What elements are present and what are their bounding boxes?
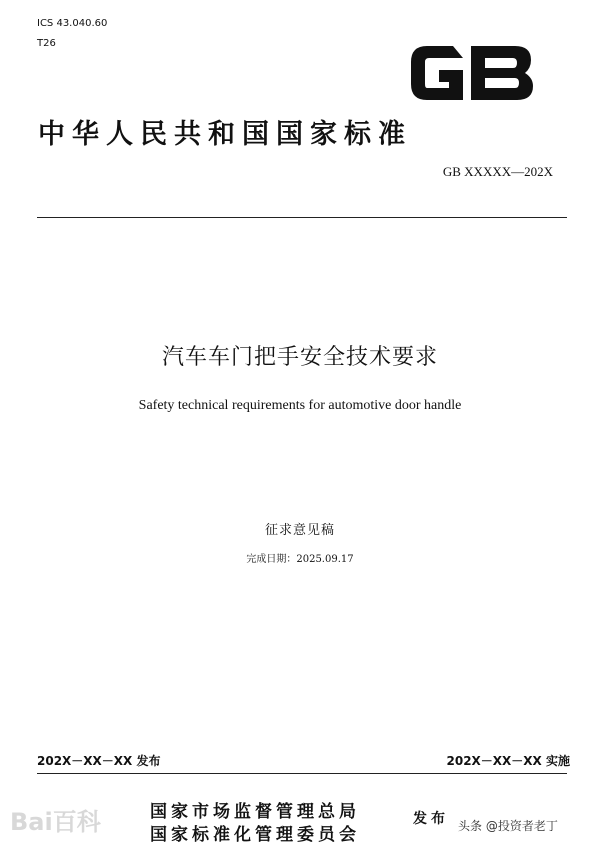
title-english: Safety technical requirements for automotive door handle [138, 398, 462, 413]
title-chinese: 汽车车门把手安全技术要求 [161, 345, 438, 370]
gb-logo-text: GB [471, 78, 473, 79]
baike-watermark-logo [6, 800, 146, 840]
issuer-sac: 国家标准化管理委员会 [150, 825, 360, 845]
publish-date: 202X－XX－XX 发布 [37, 754, 161, 768]
baike-watermark-text: Bai百科 [10, 808, 101, 836]
toutiao-watermark: 头条 @投资者老丁 [458, 819, 558, 833]
draft-status: 征求意见稿 [264, 523, 335, 538]
ics-code: ICS 43.040.60 [37, 18, 108, 29]
issue-action: 发布 [413, 811, 449, 827]
bottom-divider [37, 773, 567, 774]
ccs-code: T26 [37, 38, 56, 49]
implement-date: 202X－XX－XX 实施 [446, 754, 570, 768]
top-divider [37, 217, 567, 218]
issuer-samr: 国家市场监督管理总局 [150, 802, 360, 822]
completion-date: 完成日期：2025.09.17 [246, 554, 354, 565]
national-standard-heading: 中华人民共和国国家标准 [38, 119, 412, 150]
standard-number: GB XXXXX—202X [442, 164, 553, 179]
gb-logo [405, 38, 538, 108]
